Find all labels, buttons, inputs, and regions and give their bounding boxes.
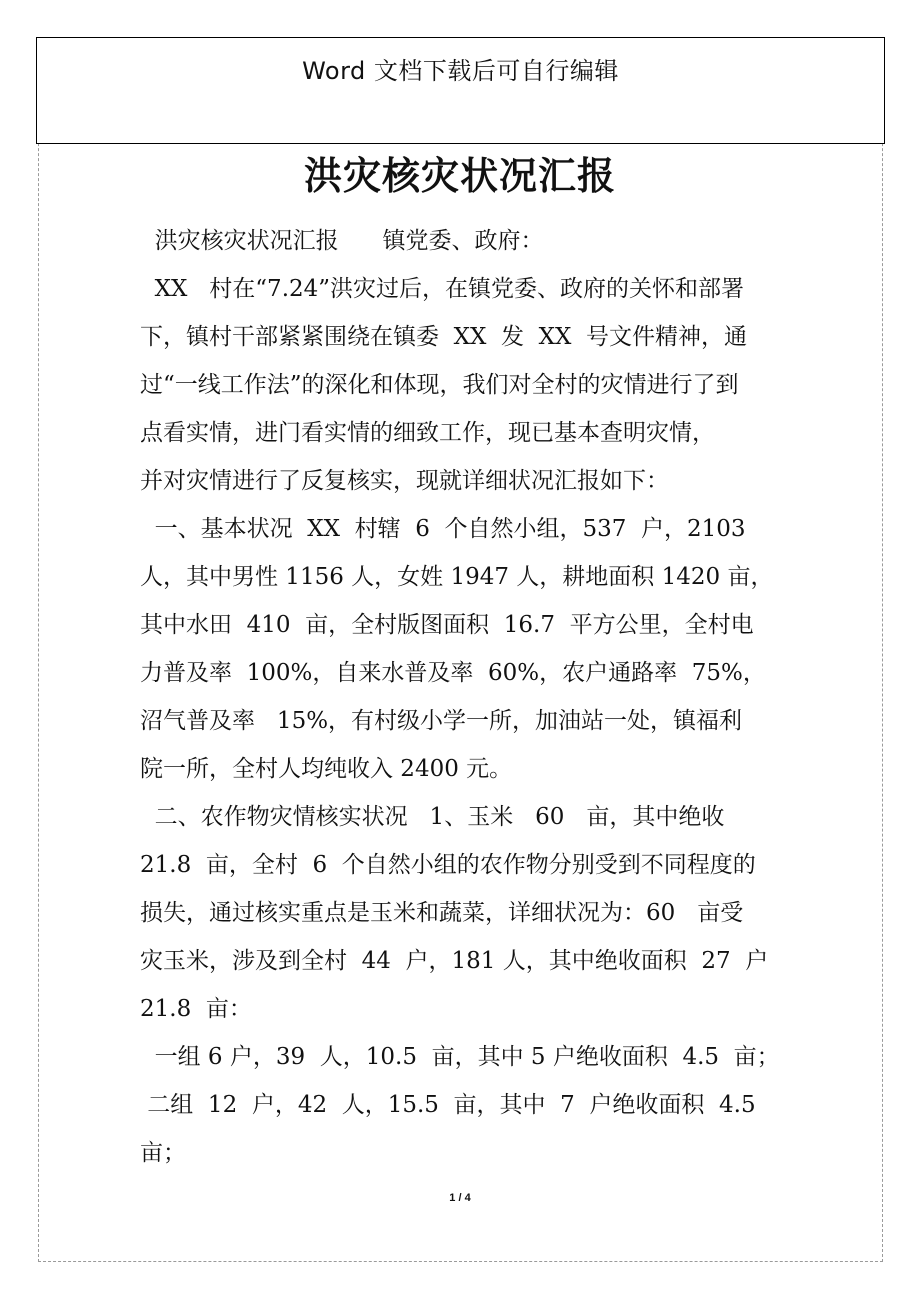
body-line-5: 点看实情，进门看实情的细致工作，现已基本查明灾情， (140, 420, 715, 446)
body-line-13: 二、农作物灾情核实状况 1、玉米 60 亩，其中绝收 (140, 804, 725, 830)
page-number: 1 / 4 (449, 1192, 471, 1204)
body-line-3: 下，镇村干部紧紧围绕在镇委 XX 发 XX 号文件精神，通 (140, 324, 747, 350)
body-line-8: 人，其中男性 1156 人，女姓 1947 人，耕地面积 1420 亩， (140, 564, 774, 590)
document-title: 洪灾核灾状况汇报 (303, 153, 616, 198)
body-line-12: 院一所，全村人均纯收入 2400 元。 (140, 756, 513, 782)
body-line-20: 亩； (140, 1140, 186, 1166)
body-line-17: 21.8 亩： (140, 996, 252, 1022)
body-line-10: 力普及率 100%，自来水普及率 60%，农户通路率 75%， (140, 660, 766, 686)
body-line-2: XX 村在“7.24”洪灾过后，在镇党委、政府的关怀和部署 (140, 276, 745, 302)
body-line-11: 沼气普及率 15%，有村级小学一所，加油站一处，镇福利 (140, 708, 743, 734)
body-line-6: 并对灾情进行了反复核实，现就详细状况汇报如下： (140, 468, 669, 494)
body-line-4: 过“一线工作法”的深化和体现，我们对全村的灾情进行了到 (140, 372, 739, 398)
header-box (36, 37, 885, 144)
header-text: Word 文档下载后可自行编辑 (302, 57, 619, 85)
body-line-14: 21.8 亩，全村 6 个自然小组的农作物分别受到不同程度的 (140, 852, 756, 878)
body-line-15: 损失，通过核实重点是玉米和蔬菜，详细状况为：60 亩受 (140, 900, 744, 926)
body-line-9: 其中水田 410 亩，全村版图面积 16.7 平方公里，全村电 (140, 612, 754, 638)
body-line-19: 二组 12 户，42 人，15.5 亩，其中 7 户绝收面积 4.5 (140, 1092, 756, 1118)
body-line-18: 一组 6 户，39 人，10.5 亩，其中 5 户绝收面积 4.5 亩； (140, 1044, 780, 1070)
body-line-1: 洪灾核灾状况汇报 镇党委、政府： (140, 228, 544, 254)
body-line-16: 灾玉米，涉及到全村 44 户，181 人，其中绝收面积 27 户 (140, 948, 769, 974)
body-line-7: 一、基本状况 XX 村辖 6 个自然小组，537 户，2103 (140, 516, 746, 542)
